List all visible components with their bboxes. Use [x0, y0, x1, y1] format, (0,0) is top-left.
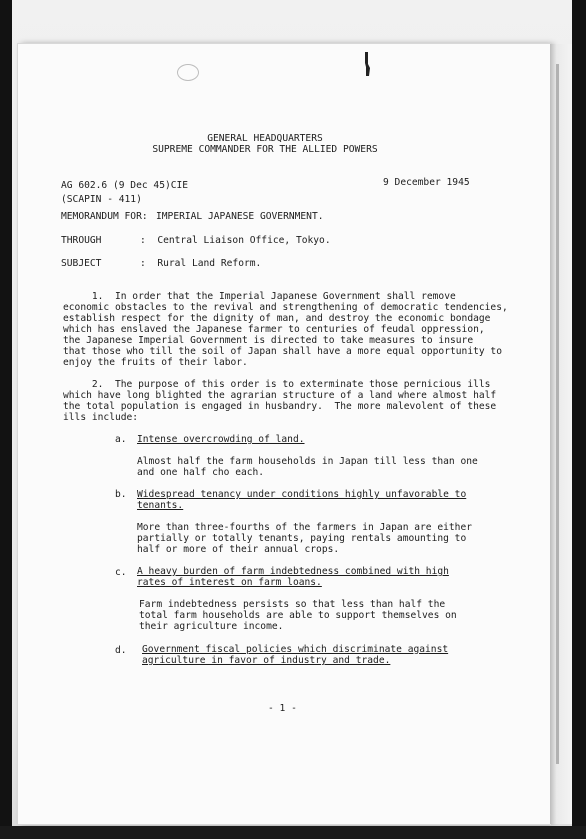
item-heading: tenants. [137, 500, 184, 511]
item-letter: c. [115, 567, 127, 578]
item-letter: a. [115, 434, 127, 445]
scapin-number: (SCAPIN - 411) [61, 194, 142, 205]
item-body-line: partially or totally tenants, paying rentals amounting to [137, 533, 467, 544]
scan-border [0, 826, 586, 839]
item-heading: A heavy burden of farm indebtedness combined with high [137, 566, 449, 577]
item-letter: b. [115, 489, 127, 500]
staple-icon [362, 50, 372, 78]
paragraph-line: economic obstacles to the revival and strengthening of democratic tendencies, [63, 302, 508, 313]
item-body-line: and one half cho each. [137, 467, 265, 478]
paragraph-line: the Japanese Imperial Government is directed to take measures to insure [63, 335, 474, 346]
item-heading: agriculture in favor of industry and trade. [142, 655, 391, 666]
subject-value: : Rural Land Reform. [140, 258, 262, 269]
paragraph-line: the total population is engaged in husbandry. The more malevolent of these [63, 401, 497, 412]
file-number: AG 602.6 (9 Dec 45)CIE [61, 180, 189, 191]
through-label: THROUGH [61, 235, 102, 246]
header-line-2: SUPREME COMMANDER FOR THE ALLIED POWERS [152, 144, 378, 155]
item-body-line: Farm indebtedness persists so that less than half the [139, 599, 446, 610]
through-value: : Central Liaison Office, Tokyo. [140, 235, 331, 246]
item-heading: Intense overcrowding of land. [137, 434, 305, 445]
paragraph-line: establish respect for the dignity of man, and destroy the economic bondage [63, 313, 491, 324]
memo-date: 9 December 1945 [383, 177, 470, 188]
page-edge [550, 44, 572, 824]
punch-hole-mark [177, 64, 199, 81]
header-line-1: GENERAL HEADQUARTERS [207, 133, 323, 144]
paragraph-line: 2. The purpose of this order is to exterminate those pernicious ills [63, 379, 491, 390]
paragraph-line: ills include: [63, 412, 139, 423]
item-heading: Government fiscal policies which discriminate against [142, 644, 449, 655]
item-body-line: their agriculture income. [139, 621, 284, 632]
paragraph-line: 1. In order that the Imperial Japanese Government shall remove [63, 291, 456, 302]
paragraph-line: which has enslaved the Japanese farmer to centuries of feudal oppression, [63, 324, 485, 335]
item-body-line: total farm households are able to support themselves on [139, 610, 457, 621]
memo-for-label: MEMORANDUM FOR: [61, 211, 148, 222]
item-letter: d. [115, 645, 127, 656]
subject-label: SUBJECT [61, 258, 102, 269]
item-heading: Widespread tenancy under conditions highly unfavorable to [137, 489, 467, 500]
paragraph-line: enjoy the fruits of their labor. [63, 357, 248, 368]
item-heading: rates of interest on farm loans. [137, 577, 322, 588]
memo-for-value: IMPERIAL JAPANESE GOVERNMENT. [156, 211, 324, 222]
paragraph-line: that those who till the soil of Japan shall have a more equal opportunity to [63, 346, 502, 357]
item-body-line: half or more of their annual crops. [137, 544, 340, 555]
page-number: - 1 - [268, 703, 297, 714]
paragraph-line: which have long blighted the agrarian structure of a land where almost half [63, 390, 497, 401]
item-body-line: More than three-fourths of the farmers in Japan are either [137, 522, 473, 533]
item-body-line: Almost half the farm households in Japan till less than one [137, 456, 478, 467]
